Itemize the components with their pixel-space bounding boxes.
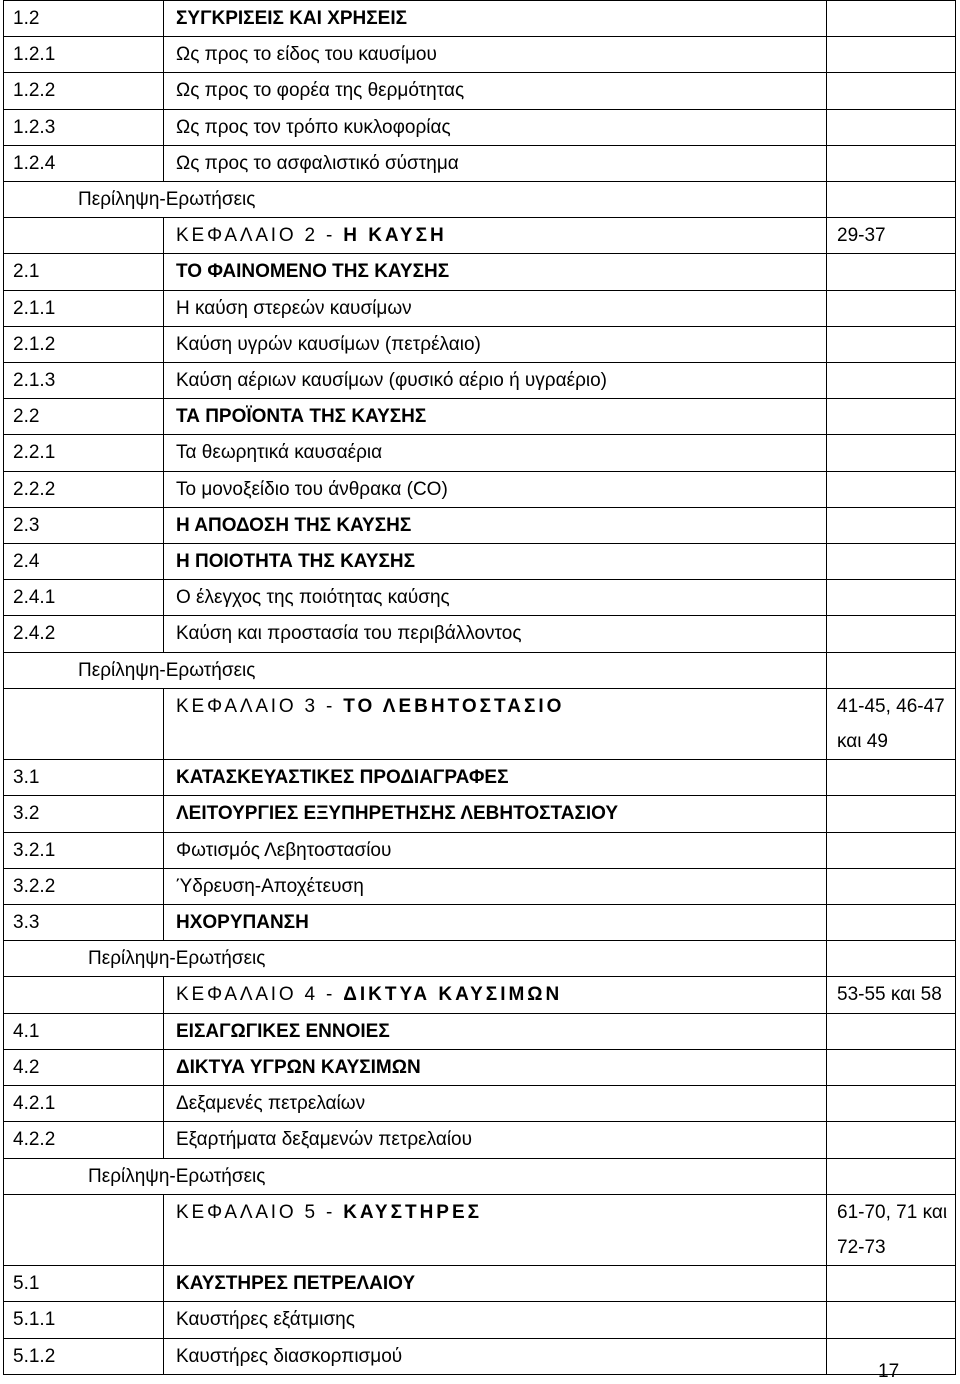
section-number: 3.2.2 [4, 868, 164, 904]
toc-summary-row [4, 1158, 956, 1194]
section-title: Ως προς το είδος του καυσίμου [164, 37, 827, 73]
section-title: Καύση και προστασία του περιβάλλοντος [164, 616, 827, 652]
toc-row [4, 1338, 956, 1374]
section-number: 1.2 [4, 1, 164, 37]
title-cell [164, 1230, 827, 1266]
number-cell [4, 1230, 164, 1266]
section-number: 4.2 [4, 1049, 164, 1085]
section-number: 5.1 [4, 1266, 164, 1302]
page-cell [827, 1158, 956, 1194]
section-number: 1.2.1 [4, 37, 164, 73]
page-cell [827, 1, 956, 37]
section-number: 2.2 [4, 399, 164, 435]
chapter-prefix: ΚΕΦΑΛΑΙΟ 2 - [176, 225, 344, 247]
page-cell [827, 182, 956, 218]
page-cell [827, 616, 956, 652]
section-number: 1.2.2 [4, 73, 164, 109]
chapter-pages: 29-37 [827, 218, 956, 254]
section-title: Η ΑΠΟΔΟΣΗ ΤΗΣ ΚΑΥΣΗΣ [164, 507, 827, 543]
section-number: 3.3 [4, 905, 164, 941]
section-title: Ως προς τον τρόπο κυκλοφορίας [164, 109, 827, 145]
section-number: 2.2.2 [4, 471, 164, 507]
page-cell [827, 254, 956, 290]
section-title: Καυστήρες διασκορπισμού [164, 1338, 827, 1374]
number-cell [4, 1194, 164, 1230]
toc-row [4, 73, 956, 109]
chapter-heading [164, 1194, 827, 1230]
section-title: Εξαρτήματα δεξαμενών πετρελαίου [164, 1122, 827, 1158]
toc-summary-row [4, 182, 956, 218]
toc-summary-row [4, 652, 956, 688]
page-cell [827, 145, 956, 181]
section-number: 4.2.1 [4, 1086, 164, 1122]
page-cell [827, 290, 956, 326]
chapter-pages: 53-55 και 58 [827, 977, 956, 1013]
section-title: Ο έλεγχος της ποιότητας καύσης [164, 580, 827, 616]
page-cell [827, 941, 956, 977]
toc-row [4, 290, 956, 326]
section-number: 5.1.1 [4, 1302, 164, 1338]
toc-row [4, 1122, 956, 1158]
toc-row [4, 37, 956, 73]
section-title: ΕΙΣΑΓΩΓΙΚΕΣ ΕΝΝΟΙΕΣ [164, 1013, 827, 1049]
toc-row [4, 1, 956, 37]
section-number: 2.2.1 [4, 435, 164, 471]
chapter-prefix: ΚΕΦΑΛΑΙΟ 5 - [176, 1201, 344, 1223]
section-title: ΣΥΓΚΡΙΣΕΙΣ ΚΑΙ ΧΡΗΣΕΙΣ [164, 1, 827, 37]
toc-chapter-row [4, 218, 956, 254]
section-title: ΛΕΙΤΟΥΡΓΙΕΣ ΕΞΥΠΗΡΕΤΗΣΗΣ ΛΕΒΗΤΟΣΤΑΣΙΟΥ [164, 796, 827, 832]
page-cell [827, 580, 956, 616]
section-title: Δεξαμενές πετρελαίων [164, 1086, 827, 1122]
toc-row [4, 1302, 956, 1338]
page-cell [827, 544, 956, 580]
number-cell [4, 724, 164, 760]
section-number: 2.1.2 [4, 326, 164, 362]
title-cell [164, 724, 827, 760]
toc-row [4, 254, 956, 290]
chapter-name: ΤΟ ΛΕΒΗΤΟΣΤΑΣΙΟ [343, 695, 565, 717]
section-title: Καύση αέριων καυσίμων (φυσικό αέριο ή υγραέριο) [164, 363, 827, 399]
number-cell [4, 688, 164, 724]
chapter-prefix: ΚΕΦΑΛΑΙΟ 4 - [176, 984, 344, 1006]
chapter-name: Η ΚΑΥΣΗ [343, 225, 447, 247]
section-number: 2.1.3 [4, 363, 164, 399]
toc-row [4, 1049, 956, 1085]
toc-row [4, 760, 956, 796]
toc-chapter-continuation [4, 1230, 956, 1266]
toc-chapter-continuation [4, 724, 956, 760]
toc-row [4, 1013, 956, 1049]
page-cell [827, 1013, 956, 1049]
toc-row [4, 580, 956, 616]
section-number: 1.2.4 [4, 145, 164, 181]
section-number: 2.4 [4, 544, 164, 580]
page-cell [827, 1122, 956, 1158]
chapter-heading [164, 977, 827, 1013]
page-cell [827, 435, 956, 471]
chapter-pages-line: 72-73 [837, 1236, 886, 1258]
toc-row [4, 363, 956, 399]
toc-chapter-row [4, 1194, 956, 1230]
summary-label: Περίληψη-Ερωτήσεις [4, 182, 827, 218]
toc-row [4, 399, 956, 435]
toc-row [4, 796, 956, 832]
chapter-prefix: ΚΕΦΑΛΑΙΟ 3 - [176, 695, 344, 717]
chapter-name: ΔΙΚΤΥΑ ΚΑΥΣΙΜΩΝ [343, 984, 563, 1006]
page-cell [827, 1086, 956, 1122]
chapter-pages-line: 61-70, 71 και [837, 1201, 948, 1223]
section-title: ΚΑΥΣΤΗΡΕΣ ΠΕΤΡΕΛΑΙΟΥ [164, 1266, 827, 1302]
section-title: Καύση υγρών καυσίμων (πετρέλαιο) [164, 326, 827, 362]
section-title: Τα θεωρητικά καυσαέρια [164, 435, 827, 471]
page-cell [827, 652, 956, 688]
section-number: 3.1 [4, 760, 164, 796]
page-cell [827, 326, 956, 362]
toc-chapter-row [4, 688, 956, 724]
page-cell [827, 109, 956, 145]
section-title: Ως προς το φορέα της θερμότητας [164, 73, 827, 109]
page-cell [827, 1302, 956, 1338]
section-number: 2.4.2 [4, 616, 164, 652]
page-cell [827, 399, 956, 435]
section-title: Ύδρευση-Αποχέτευση [164, 868, 827, 904]
toc-row [4, 1086, 956, 1122]
section-number: 2.3 [4, 507, 164, 543]
page-cell [827, 37, 956, 73]
section-title: ΗΧΟΡΥΠΑΝΣΗ [164, 905, 827, 941]
chapter-pages [827, 688, 956, 759]
toc-row [4, 145, 956, 181]
section-number: 2.1.1 [4, 290, 164, 326]
toc-row [4, 616, 956, 652]
summary-label: Περίληψη-Ερωτήσεις [4, 1158, 827, 1194]
toc-row [4, 109, 956, 145]
summary-label: Περίληψη-Ερωτήσεις [4, 941, 827, 977]
toc-row [4, 1266, 956, 1302]
toc-summary-row [4, 941, 956, 977]
section-title: Ως προς το ασφαλιστικό σύστημα [164, 145, 827, 181]
page-cell [827, 507, 956, 543]
chapter-pages [827, 1194, 956, 1265]
section-title: Καυστήρες εξάτμισης [164, 1302, 827, 1338]
page-cell [827, 796, 956, 832]
toc-chapter-row [4, 977, 956, 1013]
page-cell [827, 1049, 956, 1085]
section-title: Η καύση στερεών καυσίμων [164, 290, 827, 326]
page-cell [827, 471, 956, 507]
section-number: 5.1.2 [4, 1338, 164, 1374]
page-cell [827, 832, 956, 868]
section-title: Φωτισμός Λεβητοστασίου [164, 832, 827, 868]
toc-row [4, 868, 956, 904]
section-title: ΤΑ ΠΡΟΪΟΝΤΑ ΤΗΣ ΚΑΥΣΗΣ [164, 399, 827, 435]
chapter-heading [164, 688, 827, 724]
section-number: 4.1 [4, 1013, 164, 1049]
toc-row [4, 471, 956, 507]
page-cell [827, 363, 956, 399]
section-number: 2.4.1 [4, 580, 164, 616]
section-title: ΔΙΚΤΥΑ ΥΓΡΩΝ ΚΑΥΣΙΜΩΝ [164, 1049, 827, 1085]
table-of-contents [3, 0, 956, 1375]
number-cell [4, 218, 164, 254]
toc-row [4, 326, 956, 362]
section-title: ΤΟ ΦΑΙΝΟΜΕΝΟ ΤΗΣ ΚΑΥΣΗΣ [164, 254, 827, 290]
toc-row [4, 544, 956, 580]
section-title: Η ΠΟΙΟΤΗΤΑ ΤΗΣ ΚΑΥΣΗΣ [164, 544, 827, 580]
page-cell [827, 1266, 956, 1302]
page-number: 17 [878, 1361, 900, 1382]
page-cell [827, 760, 956, 796]
section-number: 3.2.1 [4, 832, 164, 868]
chapter-name: ΚΑΥΣΤΗΡΕΣ [343, 1201, 483, 1223]
number-cell [4, 977, 164, 1013]
toc-row [4, 507, 956, 543]
page-cell [827, 905, 956, 941]
page-cell [827, 73, 956, 109]
chapter-pages-line: 41-45, 46-47 [837, 695, 945, 717]
section-number: 4.2.2 [4, 1122, 164, 1158]
section-title: ΚΑΤΑΣΚΕΥΑΣΤΙΚΕΣ ΠΡΟΔΙΑΓΡΑΦΕΣ [164, 760, 827, 796]
toc-row [4, 832, 956, 868]
section-number: 2.1 [4, 254, 164, 290]
toc-row [4, 905, 956, 941]
section-title: Το μονοξείδιο του άνθρακα (CO) [164, 471, 827, 507]
chapter-pages-line: και 49 [837, 731, 888, 753]
section-number: 1.2.3 [4, 109, 164, 145]
section-number: 3.2 [4, 796, 164, 832]
page-cell [827, 868, 956, 904]
chapter-heading [164, 218, 827, 254]
summary-label: Περίληψη-Ερωτήσεις [4, 652, 827, 688]
toc-row [4, 435, 956, 471]
